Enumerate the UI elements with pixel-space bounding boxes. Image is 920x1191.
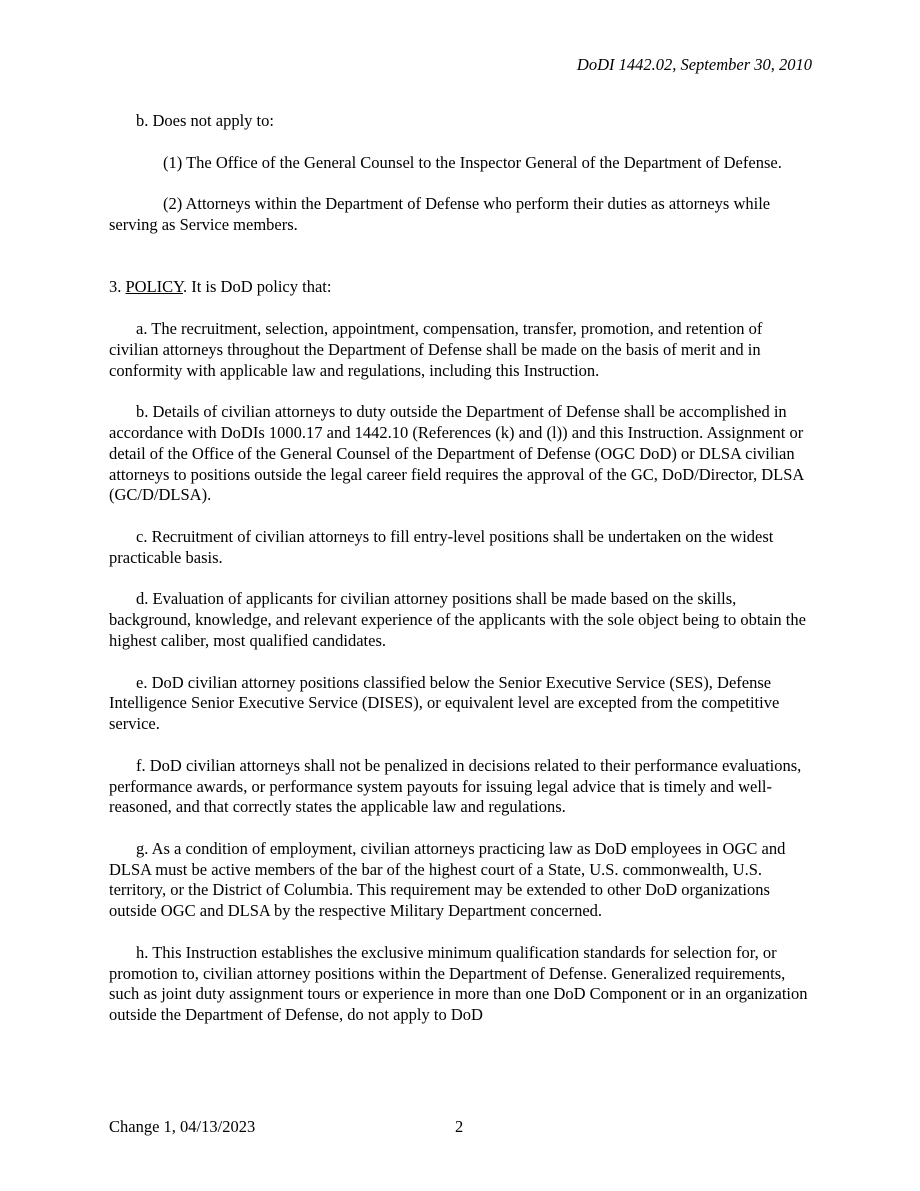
change-note: Change 1, 04/13/2023 <box>109 1117 256 1136</box>
section3-intro: . It is DoD policy that: <box>182 277 332 297</box>
policy-paragraph-g: g. As a condition of employment, civilian attorneys practicing law as DoD employees in OGC and DLSA must be active members of the bar of the highest court of a State, U.S. commonwealth, U.S. territory, or the District of Columbia. This requirement may be extended to other DoD organizations outside OGC and DLSA by the respective Military Department concerned. <box>109 838 786 921</box>
policy-paragraph-b: b. Details of civilian attorneys to duty outside the Department of Defense shall be accomplished in accordance with DoDIs 1000.17 and 1442.10 (References (k) and (l)) and this Instruction. Assignment or detail of the Office of the General Counsel of the Department of Defense (OGC DoD) or DLSA civilian attorneys to positions outside the legal career field requires the approval of the GC, DoD/Director, DLSA (GC/D/DLSA). <box>109 402 804 505</box>
section2-b-item-1: (1) The Office of the General Counsel to the Inspector General of the Department of Defense. <box>163 152 782 172</box>
policy-paragraph-h: h. This Instruction establishes the exclusive minimum qualification standards for selection for, or promotion to, civilian attorney positions within the Department of Defense. Generalized requirements, such as joint duty assignment tours or experience in more than one DoD Component or in an organization outside the Department of Defense, do not apply to DoD <box>109 942 808 1025</box>
section3-heading <box>109 277 814 298</box>
section2-b-intro: b. Does not apply to: <box>136 111 274 130</box>
policy-paragraph-e: e. DoD civilian attorney positions classified below the Senior Executive Service (SES), Defense Intelligence Senior Executive Service (DISES), or equivalent level are excepted from the competitive service. <box>109 672 780 734</box>
page-number: 2 <box>455 1117 464 1136</box>
section2-b-item-2: (2) Attorneys within the Department of Defense who perform their duties as attorneys while serving as Service members. <box>109 194 771 234</box>
document-body <box>109 111 814 1026</box>
policy-paragraph-c: c. Recruitment of civilian attorneys to fill entry-level positions shall be undertaken on the widest practicable basis. <box>109 526 774 567</box>
policy-paragraph-f: f. DoD civilian attorneys shall not be penalized in decisions related to their performance evaluations, performance awards, or performance system payouts for issuing legal advice that is timely and well-reasoned, and that correctly states the applicable law and regulations. <box>109 755 802 817</box>
policy-paragraph-a: a. The recruitment, selection, appointment, compensation, transfer, promotion, and retention of civilian attorneys throughout the Department of Defense shall be made on the basis of merit and in conformity with applicable law and regulations, including this Instruction. <box>109 318 763 380</box>
policy-paragraph-d: d. Evaluation of applicants for civilian attorney positions shall be made based on the skills, background, knowledge, and relevant experience of the applicants with the sole object being to obtain the highest caliber, most qualified candidates. <box>109 589 806 650</box>
policy-heading: POLICY <box>125 277 183 297</box>
running-header: DoDI 1442.02, September 30, 2010 <box>576 55 812 74</box>
section3-number: 3. <box>109 277 126 297</box>
